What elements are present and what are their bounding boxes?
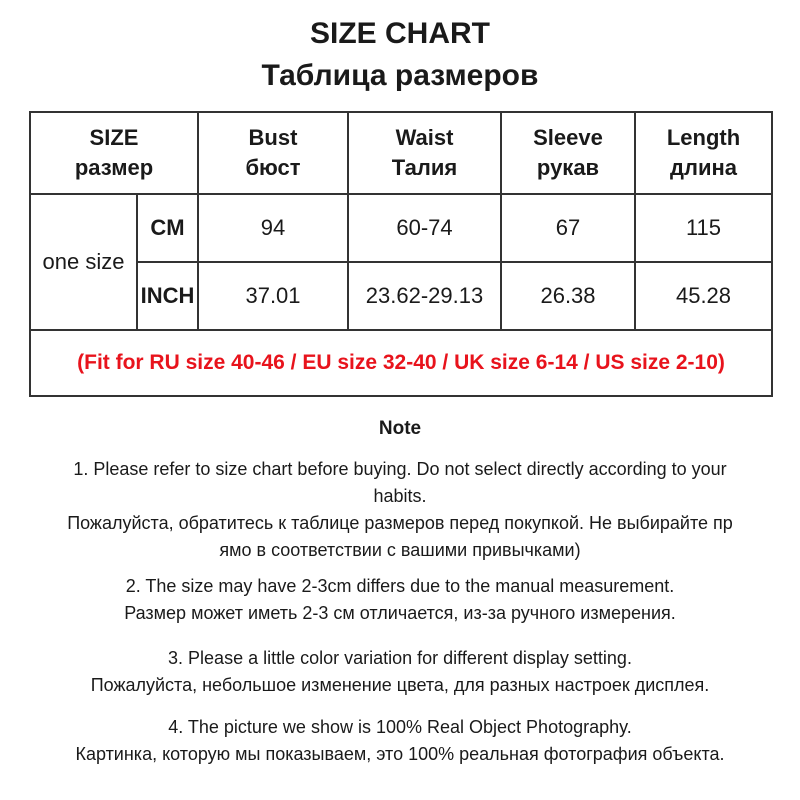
header-size-en: SIZE	[89, 125, 139, 150]
header-sleeve-ru: рукав	[536, 155, 600, 180]
note-1-ru-line2: ямо в соответствии с вашими привычками)	[219, 540, 581, 560]
header-waist	[348, 112, 501, 194]
cell-waist-inch: 23.62-29.13	[348, 262, 501, 330]
cell-bust-cm: 94	[198, 194, 348, 262]
header-bust	[198, 112, 348, 194]
size-label-cell: one size	[30, 194, 137, 330]
header-size-ru: размер	[74, 155, 154, 180]
table-header-row	[30, 112, 772, 194]
unit-cm: CM	[137, 194, 198, 262]
note-4-ru: Картинка, которую мы показываем, это 100% реальная фотография объекта.	[75, 744, 725, 764]
note-3-en: 3. Please a little color variation for different display setting.	[168, 648, 632, 668]
table-row-inch	[30, 262, 772, 330]
fit-row	[30, 330, 772, 396]
cell-sleeve-cm: 67	[501, 194, 635, 262]
page-title: SIZE CHART	[310, 17, 490, 50]
unit-inch: INCH	[137, 262, 198, 330]
note-1-en-line2: habits.	[373, 486, 427, 506]
note-1-ru-line1: Пожалуйста, обратитесь к таблице размеров перед покупкой. Не выбирайте пр	[67, 513, 733, 533]
size-table	[29, 111, 773, 397]
note-1	[20, 456, 780, 564]
cell-length-cm: 115	[635, 194, 772, 262]
header-bust-ru: бюст	[245, 155, 301, 180]
header-length	[635, 112, 772, 194]
header-waist-en: Waist	[395, 125, 454, 150]
note-2	[20, 573, 780, 627]
note-4	[20, 714, 780, 768]
cell-sleeve-inch: 26.38	[501, 262, 635, 330]
cell-bust-inch: 37.01	[198, 262, 348, 330]
header-waist-ru: Талия	[391, 155, 458, 180]
header-sleeve	[501, 112, 635, 194]
note-2-en: 2. The size may have 2-3cm differs due to the manual measurement.	[125, 576, 675, 596]
header-sleeve-en: Sleeve	[533, 125, 603, 150]
header-length-ru: длина	[670, 155, 737, 180]
table-row-cm	[30, 194, 772, 262]
header-size	[30, 112, 198, 194]
cell-length-inch: 45.28	[635, 262, 772, 330]
note-3	[20, 645, 780, 699]
note-4-en: 4. The picture we show is 100% Real Object Photography.	[168, 717, 632, 737]
header-bust-en: Bust	[248, 125, 298, 150]
note-3-ru: Пожалуйста, небольшое изменение цвета, для разных настроек дисплея.	[90, 675, 710, 695]
note-heading: Note	[378, 418, 422, 439]
header-length-en: Length	[666, 125, 741, 150]
note-2-ru: Размер может иметь 2-3 см отличается, из-за ручного измерения.	[124, 603, 676, 623]
cell-waist-cm: 60-74	[348, 194, 501, 262]
page-subtitle: Таблица размеров	[261, 59, 539, 92]
note-1-en-line1: 1. Please refer to size chart before buying. Do not select directly according to your	[73, 459, 727, 479]
fit-note: (Fit for RU size 40-46 / EU size 32-40 / UK size 6-14 / US size 2-10)	[30, 330, 772, 396]
